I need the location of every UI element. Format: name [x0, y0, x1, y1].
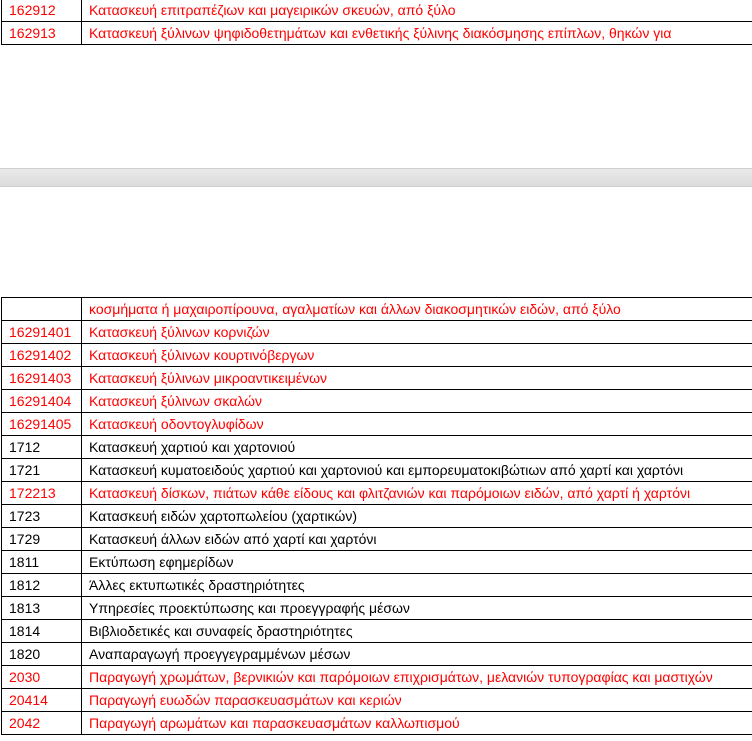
code-cell: 1814 — [2, 620, 82, 643]
code-cell: 2042 — [2, 712, 82, 735]
description-cell: Κατασκευή οδοντογλυφίδων — [82, 413, 752, 436]
description-cell: Παραγωγή αρωμάτων και παρασκευασμάτων καλλωπισμού — [82, 712, 752, 735]
description-cell: Κατασκευή ξύλινων κορνιζών — [82, 321, 752, 344]
description-cell: Κατασκευή χαρτιού και χαρτονιού — [82, 436, 752, 459]
table-row — [2, 22, 752, 45]
table-row — [2, 0, 752, 22]
table-row — [2, 689, 752, 712]
code-cell: 172213 — [2, 482, 82, 505]
description-cell: Βιβλιοδετικές και συναφείς δραστηριότητες — [82, 620, 752, 643]
code-cell: 2030 — [2, 666, 82, 689]
activity-codes-table-top — [1, 0, 752, 45]
description-cell: Κατασκευή δίσκων, πιάτων κάθε είδους και φλιτζανιών και παρόμοιων ειδών, από χαρτί ή χαρτόνι — [82, 482, 752, 505]
code-cell: 16291404 — [2, 390, 82, 413]
page-bottom-area — [0, 0, 752, 168]
description-cell: Παραγωγή ευωδών παρασκευασμάτων και κεριών — [82, 689, 752, 712]
code-cell: 1721 — [2, 459, 82, 482]
description-cell: Κατασκευή κυματοειδούς χαρτιού και χαρτονιού και εμπορευματοκιβώτιων από χαρτί και χαρτόνι — [82, 459, 752, 482]
table-row — [2, 551, 752, 574]
description-cell: Κατασκευή επιτραπέζιων και μαγειρικών σκευών, από ξύλο — [82, 0, 752, 22]
table-row — [2, 436, 752, 459]
code-cell: 1729 — [2, 528, 82, 551]
table-row — [2, 344, 752, 367]
table-row — [2, 620, 752, 643]
code-cell: 1813 — [2, 597, 82, 620]
description-cell: Άλλες εκτυπωτικές δραστηριότητες — [82, 574, 752, 597]
description-cell: Κατασκευή ξύλινων ψηφιδοθετημάτων και ενθετικής ξύλινης διακόσμησης επίπλων, θηκών για — [82, 22, 752, 45]
code-cell: 1712 — [2, 436, 82, 459]
description-cell: Παραγωγή χρωμάτων, βερνικιών και παρόμοιων επιχρισμάτων, μελανιών τυπογραφίας και μαστιχών — [82, 666, 752, 689]
description-cell: Κατασκευή ξύλινων σκαλών — [82, 390, 752, 413]
code-cell: 16291402 — [2, 344, 82, 367]
table-row — [2, 712, 752, 735]
description-cell: Κατασκευή άλλων ειδών από χαρτί και χαρτόνι — [82, 528, 752, 551]
code-cell: 162913 — [2, 22, 82, 45]
table-row — [2, 574, 752, 597]
description-cell: Κατασκευή ειδών χαρτοπωλείου (χαρτικών) — [82, 505, 752, 528]
description-cell: κοσμήματα ή μαχαιροπίρουνα, αγαλματίων και άλλων διακοσμητικών ειδών, από ξύλο — [82, 298, 752, 321]
description-cell: Υπηρεσίες προεκτύπωσης και προεγγραφής μέσων — [82, 597, 752, 620]
description-cell: Εκτύπωση εφημερίδων — [82, 551, 752, 574]
table-row — [2, 528, 752, 551]
table-row — [2, 390, 752, 413]
table-row — [2, 321, 752, 344]
table-row — [2, 482, 752, 505]
code-cell: 1723 — [2, 505, 82, 528]
code-cell: 1812 — [2, 574, 82, 597]
description-cell: Κατασκευή ξύλινων κουρτινόβεργων — [82, 344, 752, 367]
description-cell: Κατασκευή ξύλινων μικροαντικειμένων — [82, 367, 752, 390]
code-cell: 16291401 — [2, 321, 82, 344]
page-break-gap — [0, 168, 752, 187]
code-cell — [2, 298, 82, 321]
table-row — [2, 597, 752, 620]
table-row — [2, 367, 752, 390]
code-cell: 16291403 — [2, 367, 82, 390]
description-cell: Αναπαραγωγή προεγγεγραμμένων μέσων — [82, 643, 752, 666]
table-row — [2, 643, 752, 666]
table-row — [2, 459, 752, 482]
code-cell: 162912 — [2, 0, 82, 22]
code-cell: 1811 — [2, 551, 82, 574]
table-row — [2, 413, 752, 436]
table-row — [2, 666, 752, 689]
table-row — [2, 298, 752, 321]
code-cell: 16291405 — [2, 413, 82, 436]
code-cell: 20414 — [2, 689, 82, 712]
activity-codes-table-bottom — [1, 297, 752, 735]
code-cell: 1820 — [2, 643, 82, 666]
table-row — [2, 505, 752, 528]
